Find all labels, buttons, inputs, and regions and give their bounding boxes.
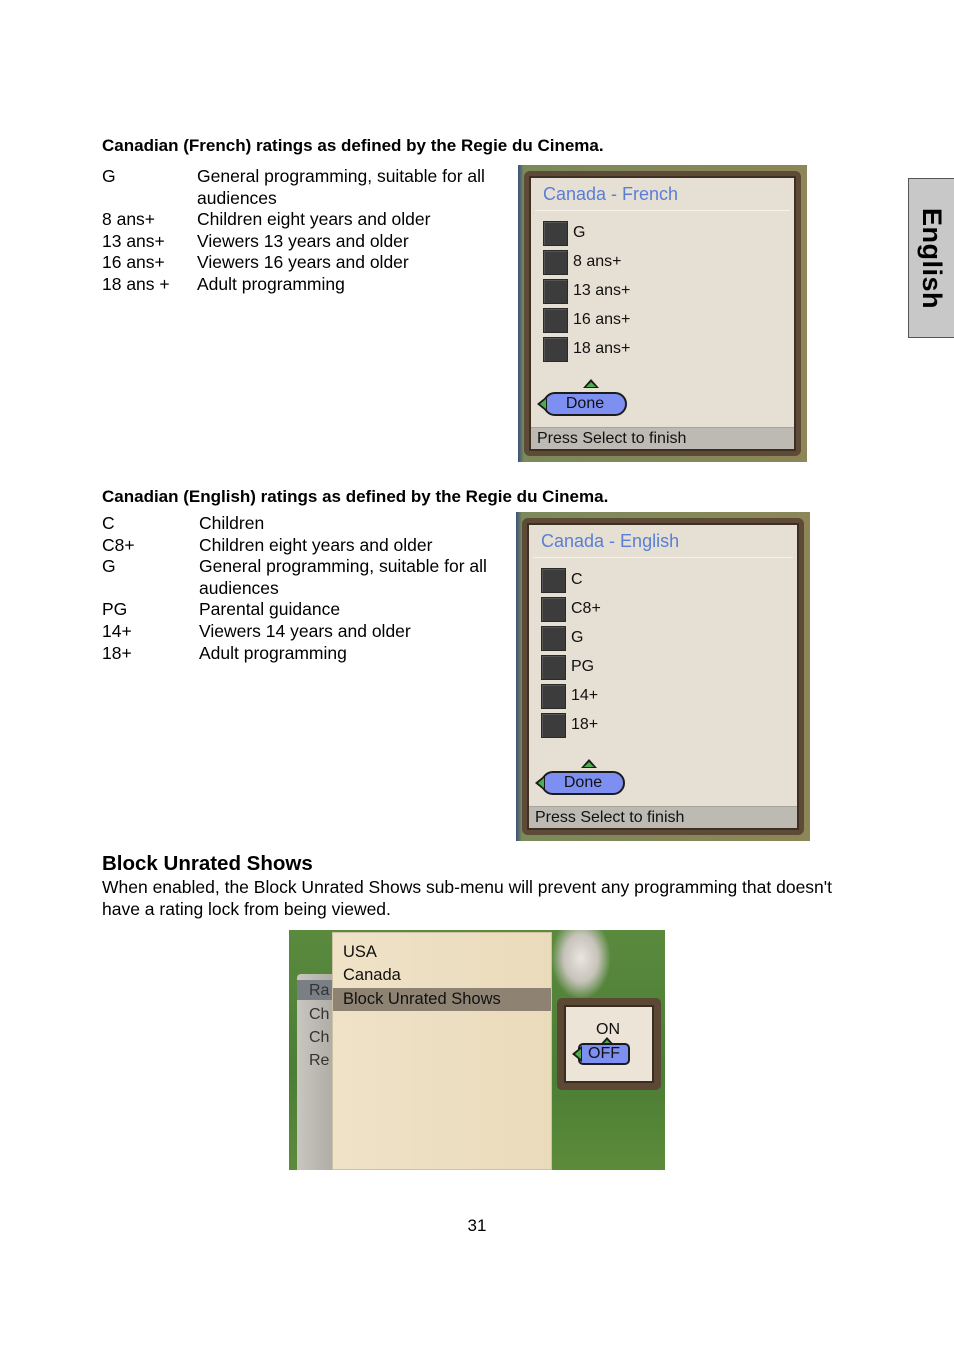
football-player-image: [551, 930, 611, 1000]
option-label: C8+: [571, 600, 601, 617]
checkbox[interactable]: [541, 684, 566, 709]
checkbox[interactable]: [541, 597, 566, 622]
canada-french-screenshot: [518, 165, 807, 462]
rating-code: 18 ans +: [102, 273, 170, 294]
rating-option-18-ans[interactable]: [543, 336, 630, 362]
option-label: 18+: [571, 716, 599, 733]
side-tab-label: English: [917, 207, 948, 309]
rating-option-pg[interactable]: [541, 654, 594, 680]
option-label: C: [571, 571, 583, 588]
page-number: 31: [467, 1216, 487, 1235]
section-title: Block Unrated Shows: [102, 852, 313, 875]
panel-title: Canada - English: [541, 531, 680, 551]
menu-item-canada[interactable]: Canada: [343, 966, 401, 984]
rating-code: C: [102, 513, 115, 533]
background-menu-item: Ch: [309, 1029, 330, 1046]
table-row: [102, 209, 497, 231]
rating-description: Children eight years and older: [197, 209, 431, 230]
rating-panel-frame: [524, 171, 801, 456]
checkbox[interactable]: [541, 568, 566, 593]
rating-description: Viewers 13 years and older: [197, 230, 409, 251]
up-arrow-icon: [583, 379, 599, 388]
rating-code: 14+: [102, 620, 132, 641]
table-row: [102, 599, 499, 621]
rating-option-8-ans[interactable]: [543, 249, 621, 275]
rating-code: 8 ans+: [102, 209, 156, 230]
table-row: [102, 274, 497, 296]
on-off-panel-inner: [564, 1005, 654, 1083]
rating-description: Children: [199, 513, 265, 533]
status-bar: Press Select to finish: [529, 806, 797, 828]
language-side-tab: [908, 178, 954, 338]
done-control[interactable]: [535, 771, 625, 795]
rating-description: General programming, suitable for all audiences: [199, 556, 487, 598]
background-menu-item: Ra: [309, 982, 330, 999]
table-row: [102, 556, 499, 599]
option-label: 16 ans+: [573, 311, 631, 328]
rating-option-18[interactable]: [541, 712, 598, 738]
option-label: G: [571, 629, 584, 646]
rating-panel-frame: [522, 518, 804, 835]
canada-english-screenshot: [516, 512, 810, 841]
panel-title: Canada - French: [543, 184, 679, 204]
status-bar: Press Select to finish: [531, 427, 794, 449]
checkbox[interactable]: [543, 308, 568, 333]
menu-item-block-unrated[interactable]: Block Unrated Shows: [343, 990, 501, 1008]
rating-description: Adult programming: [197, 273, 345, 294]
block-unrated-screenshot: [289, 930, 665, 1170]
table-row: [102, 535, 499, 557]
left-arrow-icon: [537, 396, 547, 412]
rating-option-c8[interactable]: [541, 596, 601, 622]
rating-option-14[interactable]: [541, 683, 598, 709]
done-button[interactable]: Done: [543, 392, 627, 416]
rating-option-g[interactable]: [543, 220, 585, 246]
done-control[interactable]: [537, 392, 627, 416]
off-button[interactable]: OFF: [578, 1043, 630, 1065]
checkbox[interactable]: [541, 626, 566, 651]
ratings-menu: [332, 932, 552, 1170]
on-off-panel: [557, 998, 661, 1090]
left-arrow-icon: [535, 775, 545, 791]
rating-description: Viewers 14 years and older: [199, 620, 411, 641]
on-option[interactable]: ON: [596, 1021, 620, 1038]
rating-option-c[interactable]: [541, 567, 583, 593]
rating-code: G: [102, 556, 116, 577]
rating-code: PG: [102, 599, 128, 620]
rating-description: Parental guidance: [199, 599, 341, 620]
option-label: PG: [571, 658, 595, 675]
background-menu-item: Re: [309, 1052, 330, 1069]
background-menu-item: Ch: [309, 1006, 330, 1023]
section-body: When enabled, the Block Unrated Shows sub-menu will prevent any programming that doesn't have a rating lock from being viewed.: [102, 877, 832, 919]
checkbox[interactable]: [543, 279, 568, 304]
checkbox[interactable]: [543, 221, 568, 246]
rating-code: C8+: [102, 534, 135, 555]
up-arrow-icon: [581, 759, 597, 768]
divider: [535, 210, 790, 211]
rating-description: Adult programming: [199, 642, 347, 663]
table-row: [102, 621, 499, 643]
rating-code: 13 ans+: [102, 230, 165, 251]
option-label: 18 ans+: [573, 340, 631, 357]
rating-option-g[interactable]: [541, 625, 583, 651]
rating-option-13-ans[interactable]: [543, 278, 630, 304]
rating-description: Children eight years and older: [199, 534, 433, 555]
divider: [533, 557, 793, 558]
english-ratings-table: [102, 513, 499, 664]
option-label: G: [573, 224, 586, 241]
rating-description: General programming, suitable for all audiences: [197, 166, 485, 208]
option-label: 13 ans+: [573, 282, 631, 299]
table-row: [102, 231, 497, 253]
french-ratings-heading: Canadian (French) ratings as defined by the Regie du Cinema.: [102, 136, 604, 155]
rating-panel: [527, 523, 799, 830]
done-button[interactable]: Done: [541, 771, 625, 795]
checkbox[interactable]: [541, 713, 566, 738]
table-row: [102, 252, 497, 274]
checkbox[interactable]: [543, 250, 568, 275]
left-arrow-icon: [572, 1046, 582, 1062]
french-ratings-table: [102, 166, 497, 296]
rating-description: Viewers 16 years and older: [197, 252, 409, 273]
english-ratings-heading: Canadian (English) ratings as defined by the Regie du Cinema.: [102, 487, 609, 506]
table-row: [102, 513, 499, 535]
rating-option-16-ans[interactable]: [543, 307, 630, 333]
off-control[interactable]: [572, 1043, 630, 1065]
checkbox[interactable]: [543, 337, 568, 362]
rating-panel: [529, 176, 796, 451]
option-label: 8 ans+: [573, 253, 622, 270]
rating-code: G: [102, 166, 116, 186]
table-row: [102, 643, 499, 665]
rating-code: 18+: [102, 642, 132, 663]
checkbox[interactable]: [541, 655, 566, 680]
table-row: [102, 166, 497, 209]
menu-item-usa[interactable]: USA: [343, 943, 377, 961]
rating-code: 16 ans+: [102, 252, 165, 273]
option-label: 14+: [571, 687, 599, 704]
